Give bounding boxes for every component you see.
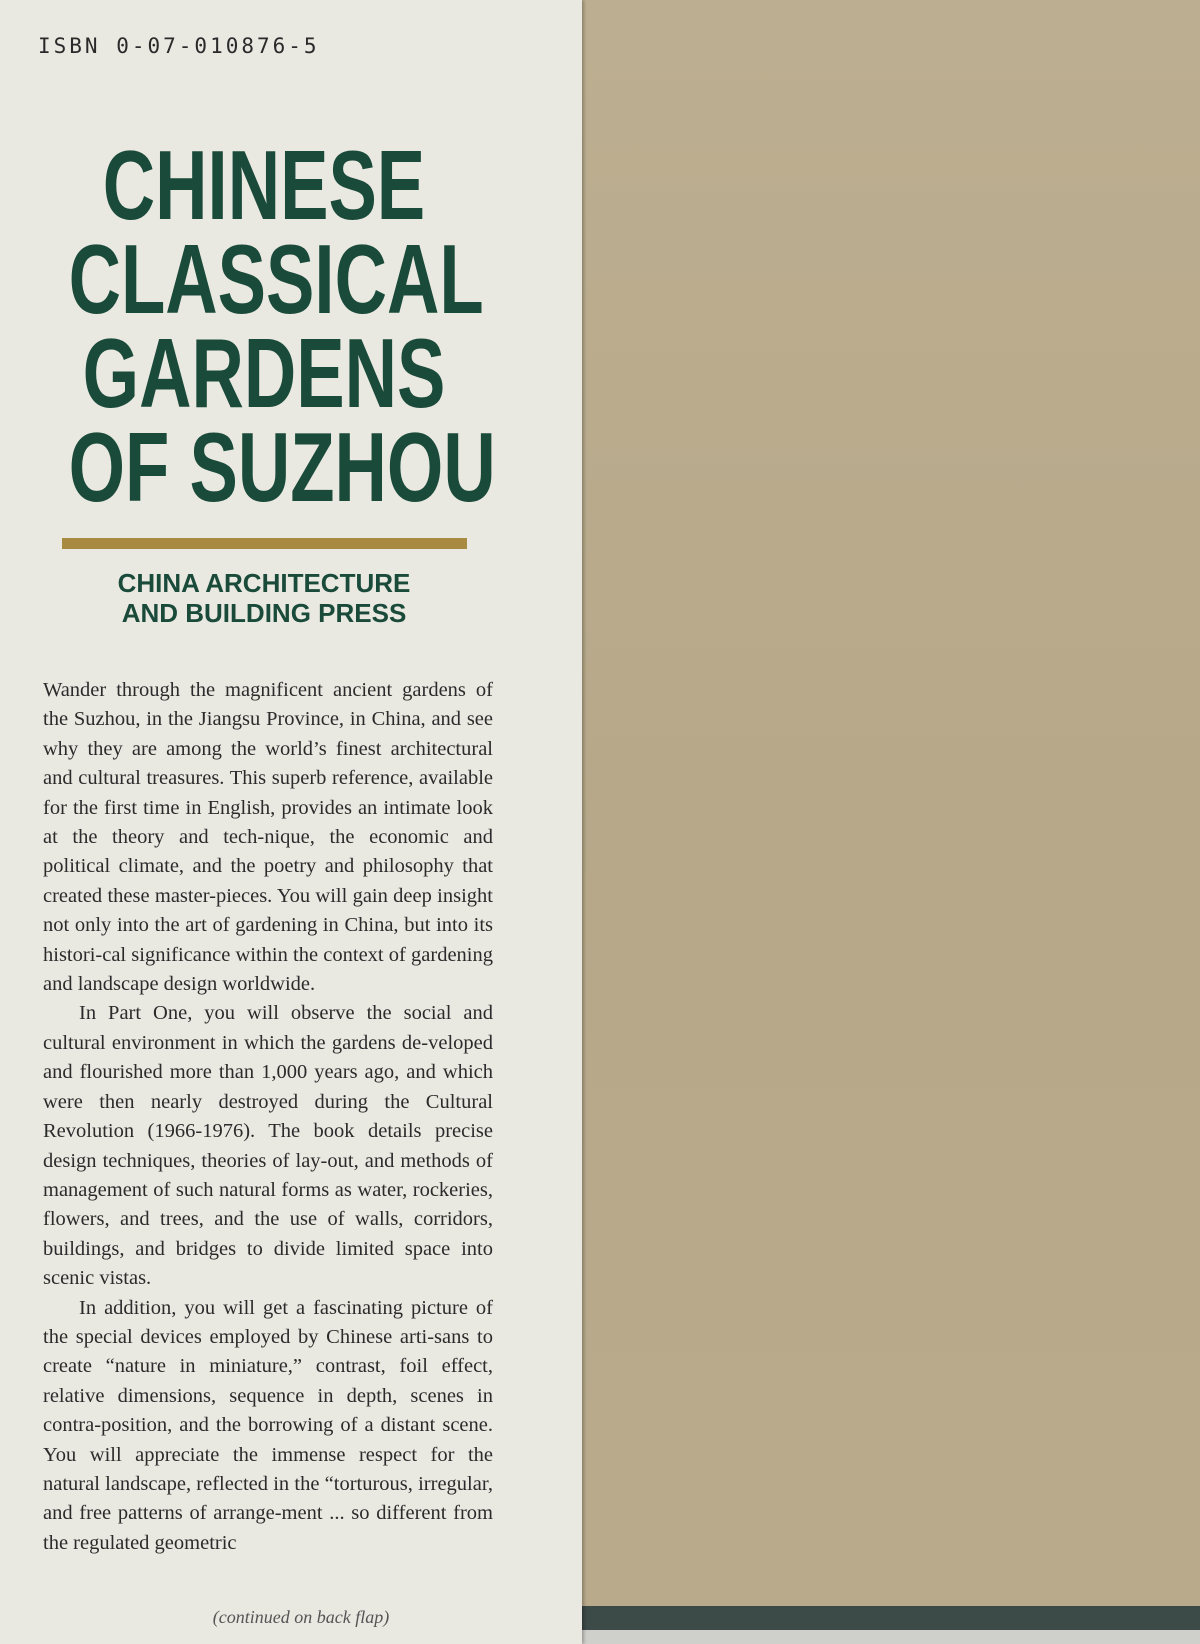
description-paragraph: In addition, you will get a fascinating picture of the special devices employed by Chinese arti-sans to create “nature in miniature,” contrast, foil effect, relative dimensions, sequence in depth, scenes in contra-position, and the borrowing of a distant scene. You will appreciate the immense respect for the natural landscape, reflected in the “torturous, irregular, and free patterns of arrange-ment ... so different from the regulated geometric	[43, 1296, 493, 1554]
publisher-line: AND BUILDING PRESS	[121, 598, 407, 628]
flap-description	[43, 676, 493, 1558]
book-spine-edge	[582, 1606, 1200, 1630]
title-line: GARDENS	[82, 318, 446, 428]
continued-note: (continued on back flap)	[212, 1607, 390, 1627]
publisher-line: CHINA ARCHITECTURE	[117, 568, 411, 598]
title-line: CLASSICAL	[68, 224, 484, 334]
scan-background-strip	[582, 1630, 1200, 1644]
title-line: CHINESE	[102, 130, 426, 240]
description-paragraph: Wander through the magnificent ancient gardens of the Suzhou, in the Jiangsu Province, in China, and see why they are among the world’s finest architectural and cultural treasures. This superb reference, available for the first time in English, provides an intimate look at the theory and tech-nique, the economic and political climate, and the poetry and philosophy that created these master-pieces. You will gain deep insight not only into the art of gardening in China, but into its histori-cal significance within the context of gardening and landscape design worldwide.	[43, 679, 493, 996]
description-paragraph: In Part One, you will observe the social and cultural environment in which the gardens de-veloped and flourished more than 1,000 years ago, and which were then nearly destroyed during the Cultural Revolution (1966-1976). The book details precise design techniques, theories of lay-out, and methods of management of such natural forms as water, rockeries, flowers, and trees, and the use of walls, corridors, buildings, and bridges to divide limited space into scenic vistas.	[43, 1002, 493, 1290]
front-flap	[0, 0, 582, 1644]
title-line: OF SUZHOU	[68, 412, 496, 522]
publisher-name	[0, 568, 528, 628]
isbn-number: ISBN 0-07-010876-5	[38, 34, 320, 58]
book-cover-board	[582, 0, 1200, 1644]
gold-divider-rule	[62, 538, 467, 549]
book-title	[68, 130, 496, 522]
